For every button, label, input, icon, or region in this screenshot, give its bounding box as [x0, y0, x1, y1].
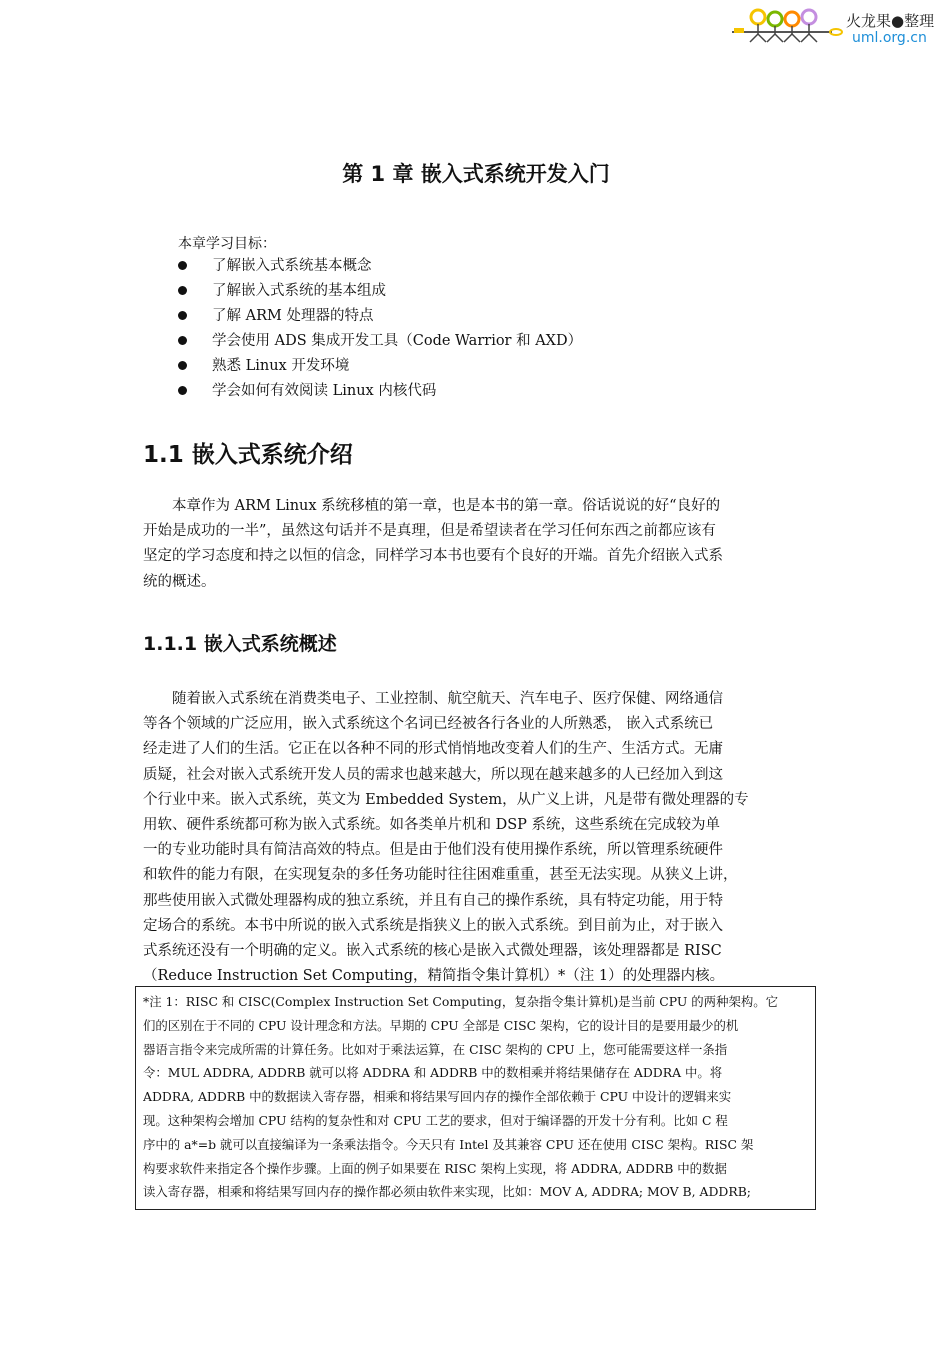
- body-paragraph: [143, 687, 811, 989]
- bullet-icon: [178, 386, 187, 395]
- goal-text: 熟悉 Linux 开发环境: [212, 358, 350, 374]
- paragraph-line: 个行业中来。嵌入式系统，英文为 Embedded System，从广义上讲，凡是带有微处理器的专: [143, 791, 749, 808]
- paragraph-line: 和软件的能力有限，在实现复杂的多任务功能时往往困难重重，甚至无法实现。从狭义上讲，: [143, 867, 738, 884]
- footnote-line: 现。这种架构会增加 CPU 结构的复杂性和对 CPU 工艺的要求，但对于编译器的开发十分有利。比如 C 程: [143, 1112, 728, 1128]
- header-logo: [728, 6, 943, 48]
- goal-item: [178, 356, 582, 381]
- logo-graphic-icon: [728, 6, 846, 48]
- chapter-title: 第 1 章 嵌入式系统开发入门: [342, 162, 610, 186]
- footnote-line: *注 1：RISC 和 CISC(Complex Instruction Set Computing，复杂指令集计算机)是当前 CPU 的两种架构。它: [143, 994, 779, 1009]
- paragraph-line: （Reduce Instruction Set Computing，精简指令集计算机）*（注 1）的处理器内核。: [143, 968, 725, 985]
- goal-text: 了解嵌入式系统基本概念: [212, 258, 372, 274]
- goal-item: [178, 381, 582, 406]
- footnote-line: 序中的 a*=b 就可以直接编译为一条乘法指令。今天只有 Intel 及其兼容 CPU 还在使用 CISC 架构。RISC 架: [143, 1136, 754, 1152]
- section-heading: 1.1 嵌入式系统介绍: [143, 442, 353, 468]
- paragraph-line: 那些使用嵌入式微处理器构成的独立系统，并且有自己的操作系统，具有特定功能，用于特: [143, 892, 723, 909]
- paragraph-line: 本章作为 ARM Linux 系统移植的第一章，也是本书的第一章。俗话说说的好“良好的: [143, 498, 721, 514]
- footnote-line: 构要求软件来指定各个操作步骤。上面的例子如果要在 RISC 架构上实现，将 ADDRA, ADDRB 中的数据: [143, 1160, 727, 1176]
- goal-text: 学会如何有效阅读 Linux 内核代码: [212, 383, 437, 399]
- footnote-box: [135, 986, 816, 1210]
- bullet-icon: [178, 286, 187, 295]
- paragraph-line: 等各个领域的广泛应用，嵌入式系统这个名词已经被各行各业的人所熟悉， 嵌入式系统已: [143, 716, 714, 733]
- paragraph-line: 统的概述。: [143, 573, 216, 590]
- paragraph-line: 用软、硬件系统都可称为嵌入式系统。如各类单片机和 DSP 系统，这些系统在完成较为单: [143, 816, 721, 833]
- subsection-heading: 1.1.1 嵌入式系统概述: [143, 633, 337, 655]
- goal-item: [178, 306, 582, 331]
- footnote-line: 们的区别在于不同的 CPU 设计理念和方法。早期的 CPU 全部是 CISC 架构，它的设计目的是要用最少的机: [143, 1017, 739, 1033]
- paragraph-line: 式系统还没有一个明确的定义。嵌入式系统的核心是嵌入式微处理器，该处理器都是 RISC: [143, 942, 722, 959]
- paragraph-line: 质疑，社会对嵌入式系统开发人员的需求也越来越大，所以现在越来越多的人已经加入到这: [143, 766, 723, 783]
- paragraph-line: 一的专业功能时具有简洁高效的特点。但是由于他们没有使用操作系统，所以管理系统硬件: [143, 842, 723, 859]
- footnote-line: ADDRA, ADDRB 中的数据读入寄存器，相乘和将结果写回内存的操作全部依赖于 CPU 中设计的逻辑来实: [143, 1089, 732, 1105]
- paragraph-line: 坚定的学习态度和持之以恒的信念，同样学习本书也要有个良好的开端。首先介绍嵌入式系: [143, 548, 723, 565]
- paragraph-line: 随着嵌入式系统在消费类电子、工业控制、航空航天、汽车电子、医疗保健、网络通信: [143, 691, 723, 707]
- goal-item: [178, 256, 582, 281]
- goal-item: [178, 281, 582, 306]
- goals-list: [178, 256, 582, 406]
- logo-url-text: uml.org.cn: [852, 30, 927, 46]
- goal-text: 了解 ARM 处理器的特点: [212, 308, 374, 324]
- paragraph-line: 定场合的系统。本书中所说的嵌入式系统是指狭义上的嵌入式系统。到目前为止，对于嵌入: [143, 917, 723, 934]
- goal-item: [178, 331, 582, 356]
- bullet-icon: [178, 361, 187, 370]
- intro-paragraph: [143, 494, 811, 595]
- paragraph-line: 开始是成功的一半”，虽然这句话并不是真理，但是希望读者在学习任何东西之前都应该有: [143, 523, 716, 540]
- bullet-icon: [178, 261, 187, 270]
- goal-text: 了解嵌入式系统的基本组成: [212, 283, 386, 299]
- logo-brand-text: 火龙果●整理: [846, 12, 935, 30]
- bullet-icon: [178, 336, 187, 345]
- goals-label: 本章学习目标：: [178, 236, 276, 252]
- goal-text: 学会使用 ADS 集成开发工具（Code Warrior 和 AXD）: [212, 333, 583, 349]
- footnote-line: 令：MUL ADDRA, ADDRB 就可以将 ADDRA 和 ADDRB 中的数相乘并将结果储存在 ADDRA 中。将: [143, 1065, 723, 1081]
- footnote-line: 读入寄存器，相乘和将结果写回内存的操作都必须由软件来实现，比如：MOV A, ADDRA; MOV B, ADDRB;: [143, 1184, 751, 1200]
- bullet-icon: [178, 311, 187, 320]
- paragraph-line: 经走进了人们的生活。它正在以各种不同的形式悄悄地改变着人们的生产、生活方式。无庸: [143, 741, 723, 758]
- footnote-line: 器语言指令来完成所需的计算任务。比如对于乘法运算，在 CISC 架构的 CPU 上，您可能需要这样一条指: [143, 1041, 728, 1057]
